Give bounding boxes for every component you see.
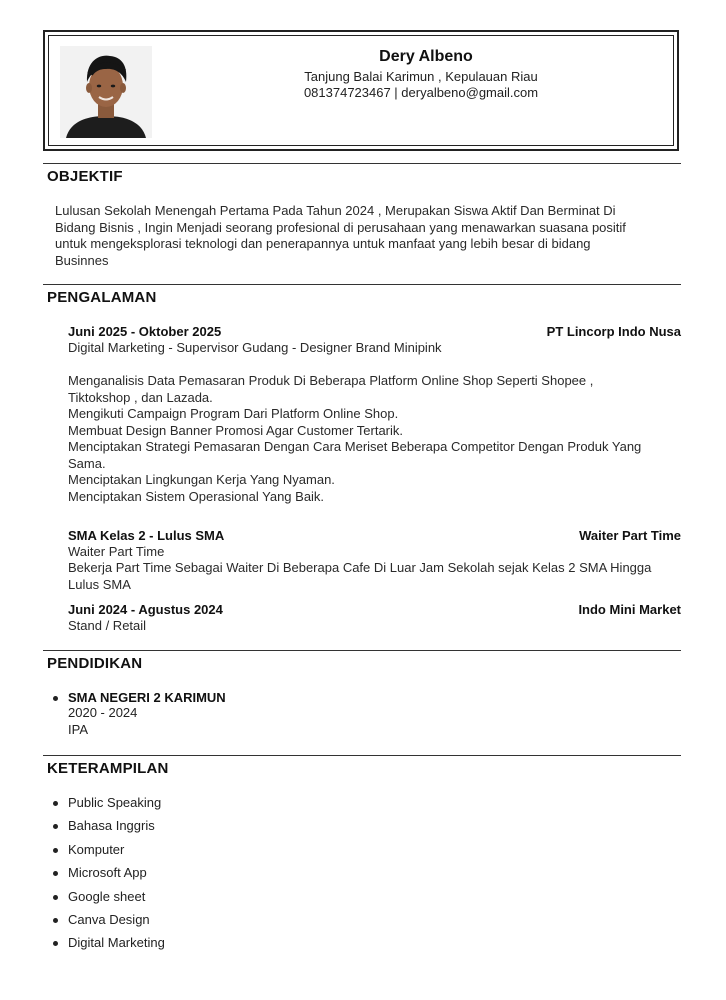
objektif-line: Bidang Bisnis , Ingin Menjadi seorang profesional di perusahaan yang menawarkan suasana positif <box>55 219 626 235</box>
objektif-line: untuk mengeksplorasi teknologi dan penerapannya untuk manfaat yang lebih besar di bidang <box>55 236 591 251</box>
objektif-text <box>55 203 626 269</box>
skill-item: Bahasa Inggris <box>50 818 165 841</box>
candidate-contact: 081374723467 | deryalbeno@gmail.com <box>303 85 539 100</box>
section-title-pendidikan: PENDIDIKAN <box>47 655 143 672</box>
candidate-address: Tanjung Balai Karimun , Kepulauan Riau <box>304 69 538 84</box>
job-detail-line: Bekerja Part Time Sebagai Waiter Di Beberapa Cafe Di Luar Jam Sekolah sejak Kelas 2 SMA Hingga <box>68 560 652 575</box>
job-company: Indo Mini Market <box>578 602 681 617</box>
job-period: SMA Kelas 2 - Lulus SMA <box>68 528 225 543</box>
job-company: Waiter Part Time <box>579 528 681 543</box>
section-title-pengalaman: PENGALAMAN <box>47 289 157 306</box>
job-detail-line: Menganalisis Data Pemasaran Produk Di Beberapa Platform Online Shop Seperti Shopee , <box>68 373 594 388</box>
job-detail-line: Membuat Design Banner Promosi Agar Customer Tertarik. <box>68 422 404 438</box>
education-item <box>50 690 226 738</box>
skill-item: Public Speaking <box>50 795 165 818</box>
section-divider <box>43 755 681 756</box>
job-detail-line: Menciptakan Sistem Operasional Yang Baik. <box>68 488 325 504</box>
job-details <box>68 373 641 505</box>
job-detail-line: Menciptakan Lingkungan Kerja Yang Nyaman. <box>68 472 335 487</box>
school-years: 2020 - 2024 <box>68 705 138 720</box>
job-detail-line: Mengikuti Campaign Program Dari Platform Online Shop. <box>68 406 399 421</box>
skill-item: Microsoft App <box>50 865 165 888</box>
skill-item: Google sheet <box>50 889 165 912</box>
skill-item: Canva Design <box>50 912 165 935</box>
school-major: IPA <box>68 721 88 737</box>
skills-list <box>50 795 165 959</box>
section-divider <box>43 284 681 285</box>
skill-item: Digital Marketing <box>50 935 165 958</box>
job-detail-line: Tiktokshop , dan Lazada. <box>68 389 213 405</box>
job-detail-line: Lulus SMA <box>68 576 131 592</box>
skill-item: Komputer <box>50 842 165 865</box>
candidate-name: Dery Albeno <box>379 48 473 65</box>
section-title-objektif: OBJEKTIF <box>47 168 123 185</box>
section-divider <box>43 650 681 651</box>
school-name: SMA NEGERI 2 KARIMUN <box>68 690 226 705</box>
section-divider <box>43 163 681 164</box>
section-title-keterampilan: KETERAMPILAN <box>47 760 169 777</box>
job-detail-line: Menciptakan Strategi Pemasaran Dengan Cara Meriset Beberapa Competitor Dengan Produk Yang <box>68 439 642 454</box>
job-role: Digital Marketing - Supervisor Gudang - Designer Brand Minipink <box>68 340 442 355</box>
job-role: Stand / Retail <box>68 618 147 633</box>
objektif-line: Lulusan Sekolah Menengah Pertama Pada Tahun 2024 , Merupakan Siswa Aktif Dan Berminat Di <box>55 203 616 218</box>
header-box <box>43 30 679 151</box>
job-period: Juni 2024 - Agustus 2024 <box>68 602 223 617</box>
job-company: PT Lincorp Indo Nusa <box>546 324 681 339</box>
job-details <box>68 560 651 593</box>
header-inner <box>48 35 674 146</box>
job-period: Juni 2025 - Oktober 2025 <box>68 324 222 339</box>
education-list <box>50 690 226 738</box>
job-detail-line: Sama. <box>68 455 106 471</box>
job-role: Waiter Part Time <box>68 544 165 559</box>
objektif-line: Businnes <box>55 252 109 268</box>
